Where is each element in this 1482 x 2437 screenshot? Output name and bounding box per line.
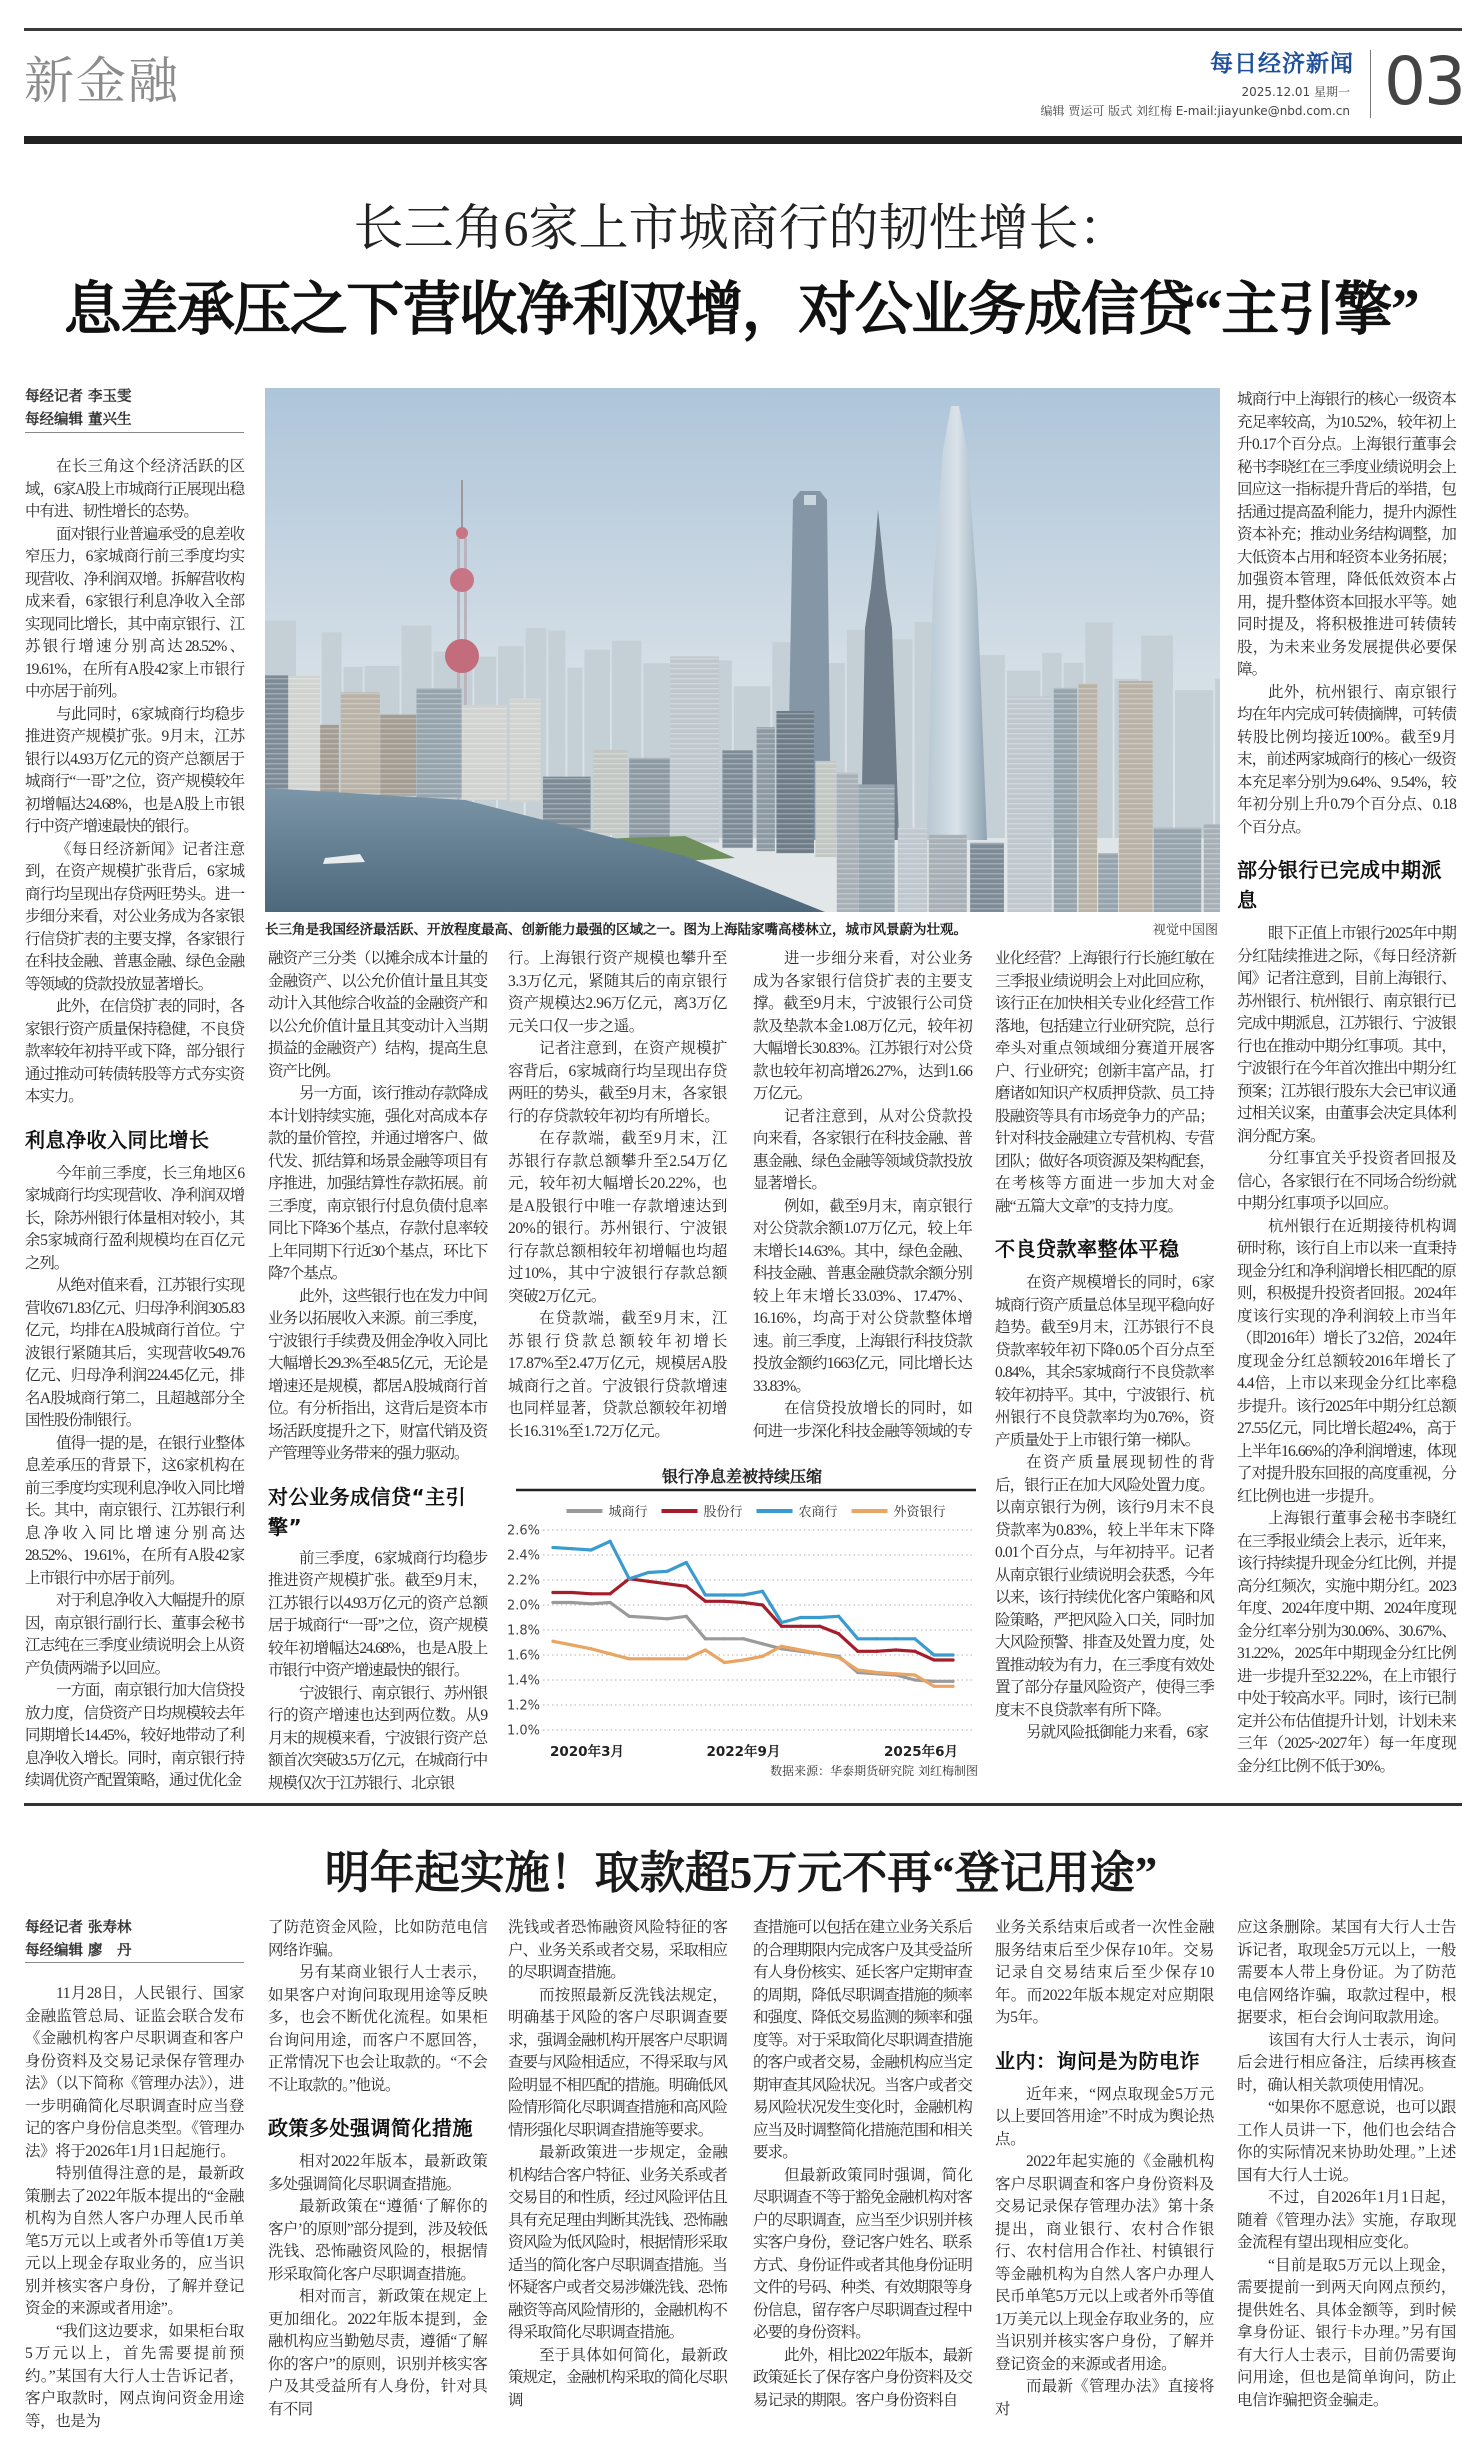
x-tick-label: 2022年9月 <box>706 1744 781 1760</box>
building-windows <box>1204 824 1220 912</box>
data-point <box>589 1602 592 1605</box>
data-point <box>951 1680 954 1683</box>
oriental-pearl-sphere <box>445 639 479 673</box>
article2-column-6 <box>1237 1917 1456 2412</box>
paragraph: 业化经营？上海银行行长施红敏在三季报业绩说明会上对此回应称，该行正在加快相关专业化经营工作落地，包括建立行业研究院，总行牵头对重点领域细分赛道开展客户、行业研究；创新丰富产品，打磨诸如知识产权质押贷款、员工持股融资等具有市场竞争力的产品；针对科技金融建立专营机构、专营团队；做好各项资源及架构配套，在考核等方面进一步加大对金融“五篇大文章”的支持力度。 <box>995 950 1215 1215</box>
data-point <box>932 1653 935 1656</box>
data-point <box>704 1637 707 1640</box>
paragraph: 最新政策在“遵循‘了解你的客户’的原则”部分提到，涉及较低洗钱、恐怖融资风险的，根据情形采取简化客户尽职调查措施。 <box>268 2198 487 2283</box>
data-point <box>799 1648 802 1651</box>
byline-reporter: 每经记者 李玉雯 <box>25 389 132 405</box>
data-point <box>799 1616 802 1619</box>
article1-headline-kicker: 长三角6家上市城商行的韧性增长： <box>353 200 1129 256</box>
paragraph: “目前是取5万元以上现金，需要提前一到两天向网点预约，提供姓名、具体金额等，到时候拿身份证、银行卡办理。”另有国有大行人士表示，目前仍需要询问用途，但也是简单询问，防止电信诈骗把资金骗走。 <box>1237 2256 1456 2409</box>
data-point <box>647 1657 650 1660</box>
paragraph: 与此同时，6家城商行均稳步推进资产规模扩张。9月末，江苏银行以4.93万亿元的资产总额居于城商行“一哥”之位，资产规模较年初增幅达24.68%，也是A股上市银行中资产增速最快的银行。 <box>25 705 244 835</box>
data-point <box>913 1673 916 1676</box>
article1-column-4 <box>753 948 972 1443</box>
data-point <box>799 1625 802 1628</box>
paragraph: 今年前三季度，长三角地区6家城商行均实现营收、净利润双增长，除苏州银行体量相对较小，其余5家城商行盈利规模均在百亿元之列。 <box>25 1164 244 1272</box>
legend-label: 城商行 <box>608 1505 648 1520</box>
building-windows <box>815 761 836 857</box>
data-point <box>913 1650 916 1653</box>
article1-column-5 <box>995 948 1214 1745</box>
building-windows <box>1154 828 1202 912</box>
paragraph: 记者注意到，从对公贷款投向来看，各家银行在科技金融、普惠金融、绿色金融等领域贷款投放显著增长。 <box>753 1107 973 1192</box>
data-point <box>609 1652 612 1655</box>
data-point <box>894 1672 897 1675</box>
building-windows <box>670 656 719 842</box>
paragraph: 业务关系结束后或者一次性金融服务结束后至少保存10年。交易记录自交易结束后至少保存10年。而2022年版本规定对应期限为5年。 <box>995 1919 1214 2026</box>
paragraph: 在贷款端，截至9月末，江苏银行贷款总额较年初增长17.87%至2.47万亿元，规模居A股城商行之首。宁波银行贷款增速也同样显著，贷款总额较年初增长16.31%至1.72万亿元。 <box>508 1310 727 1440</box>
series-line <box>553 1579 953 1660</box>
paragraph: 应这条删除。某国有大行人士告诉记者，取现金5万元以上，一般需要本人带上身份证。为了防范电信网络诈骗，取款过程中，根据要求，柜台会询问取款用途。 <box>1237 1919 1456 2026</box>
paragraph: 了防范资金风险，比如防范电信网络诈骗。 <box>268 1919 487 1959</box>
y-tick-label: 2.2% <box>506 1573 540 1589</box>
paragraph: 2022年起实施的《金融机构客户尽职调查和客户身份资料及交易记录保存管理办法》第十条提出，商业银行、农村合作银行、农村信用合作社、村镇银行等金融机构为自然人客户办理人民币单笔5万元以上或者外币等值1万美元以上现金存取业务的，应当识别并核实客户身份，了解并登记资金的来源或者用途。 <box>995 2153 1214 2373</box>
paragraph: 该国有大行人士表示，询问后会进行相应备注，后续再核查时，确认相关款项使用情况。 <box>1237 2031 1456 2094</box>
paragraph: 此外，在信贷扩表的同时，各家银行资产质量保持稳健，不良贷款率较年初持平或下降，部分银行通过推动可转债转股等方式夯实资本实力。 <box>25 998 244 1105</box>
building-windows <box>898 828 927 912</box>
data-point <box>704 1593 707 1596</box>
building-windows <box>929 835 967 912</box>
data-point <box>818 1616 821 1619</box>
article2-byline <box>25 1917 244 1963</box>
paragraph: 但最新政策同时强调，简化尽职调查不等于豁免金融机构对客户的尽职调查，应当至少识别并核实客户身份，登记客户姓名、联系方式、身份证件或者其他身份证明文件的号码、种类、有效期限等身份信息，留存客户尽职调查过程中必要的身份资料。 <box>753 2166 973 2341</box>
y-tick-label: 1.4% <box>506 1673 540 1689</box>
paragraph: 最新政策进一步规定，金融机构结合客户特征、业务关系或者交易目的和性质，经过风险评估且具有充足理由判断其洗钱、恐怖融资风险为低风险时，根据情形采取适当的简化客户尽职调查措施。当怀疑客户或者交易涉嫌洗钱、恐怖融资等高风险情形的，金融机构不得采取简化尽职调查措施。 <box>508 2144 728 2341</box>
building-windows <box>509 699 540 803</box>
editor-credits: 编辑 贾运可 版式 刘红梅 E-mail:jiayunke@nbd.com.cn <box>1040 104 1350 118</box>
paragraph: 另一方面，该行推动存款降成本计划持续实施，强化对高成本存款的量价管控，并通过增客户、做代发、抓结算和场景金融等项目有序推进，加强结算性存款拓展。前三季度，南京银行付息负债付息率同比下降36个基点，存款付息率较上年同期下行近30个基点，环比下降7个基点。 <box>268 1085 487 1282</box>
section-heading: 对公业务成信贷“主引擎” <box>268 1484 467 1539</box>
building-windows <box>1119 681 1153 912</box>
paragraph: 在资产规模增长的同时，6家城商行资产质量总体呈现平稳向好趋势。截至9月末，江苏银行不良贷款率较年初下降0.05个百分点至0.84%，其余5家城商行不良贷款率较年初持平。其中，宁波银行、杭州银行不良贷款率均为0.76%，资产质量处于上市银行第一梯队。 <box>995 1274 1215 1449</box>
header-thick-rule <box>24 136 1462 144</box>
paragraph: 上海银行董事会秘书李晓红在三季报业绩会上表示，近年来，该行持续提升现金分红比例，并提高分红频次，实施中期分红。2023年度、2024年度中期、2024年度现金分红率分别为30.06%、30.67%、31.22%，2025年中期现金分红比例进一步提升至32.22%，在上市银行中处于较高水平。同时，该行已制定并公布估值提升计划，计划未来三年（2025~2027年）每一年度现金分红比例不低于30%。 <box>1237 1510 1457 1775</box>
paragraph: 另就风险抵御能力来看，6家 <box>1026 1724 1209 1741</box>
data-point <box>742 1601 745 1604</box>
building-windows <box>265 675 288 789</box>
data-point <box>818 1652 821 1655</box>
data-point <box>647 1580 650 1583</box>
cityscape-photo-image <box>265 388 1220 912</box>
byline-editor: 每经编辑 廖 丹 <box>25 1943 132 1959</box>
data-point <box>609 1592 612 1595</box>
data-point <box>818 1625 821 1628</box>
distant-building <box>1215 679 1220 838</box>
paragraph: 洗钱或者恐怖融资风险特征的客户、业务关系或者交易，采取相应的尽职调查措施。 <box>508 1919 728 1981</box>
paragraph: 从绝对值来看，江苏银行实现营收671.83亿元、归母净利润305.83亿元，均排在A股城商行首位。宁波银行紧随其后，实现营收549.76亿元、归母净利润224.45亿元，排名A股城商行第二，且超越部分全国性股份制银行。 <box>25 1277 244 1429</box>
paragraph: 此外，这些银行也在发力中间业务以拓展收入来源。前三季度，宁波银行手续费及佣金净收入同比大幅增长29.3%至48.5亿元，无论是增速还是规模，都居A股城商行首位。有分析指出，这背后是资本市场活跃度提升之下，财富代销及资产管理等业务带来的强力驱动。 <box>268 1287 487 1462</box>
data-point <box>666 1582 669 1585</box>
building-windows <box>970 843 1004 912</box>
building-windows <box>320 725 339 793</box>
distant-building <box>1175 690 1213 838</box>
article1-byline <box>25 386 244 432</box>
byline-reporter: 每经记者 张寿林 <box>25 1920 132 1936</box>
section-title: 新金融 <box>24 52 180 110</box>
paragraph: “如果你不愿意说，也可以跟工作人员讲一下，他们也会结合你的实际情况来协助处理。”上述国有大行人士说。 <box>1237 2099 1456 2184</box>
data-point <box>704 1648 707 1651</box>
data-point <box>685 1657 688 1660</box>
world-financial-center-opening <box>804 495 816 505</box>
data-point <box>742 1658 745 1661</box>
data-point <box>932 1658 935 1661</box>
data-point <box>780 1625 783 1628</box>
building-windows <box>757 727 775 851</box>
data-point <box>570 1591 573 1594</box>
data-point <box>856 1650 859 1653</box>
building-windows <box>722 750 752 847</box>
data-point <box>570 1601 573 1604</box>
article1-column-3 <box>508 948 727 1443</box>
legend-label: 股份行 <box>703 1505 743 1520</box>
paragraph: 对于利息净收入大幅提升的原因，南京银行副行长、董事会秘书江志纯在三季度业绩说明会上从资产负债两端予以回应。 <box>25 1592 244 1677</box>
data-point <box>570 1643 573 1646</box>
building-windows <box>1007 696 1051 912</box>
article-separator-rule <box>24 1803 1462 1806</box>
y-tick-label: 1.6% <box>506 1648 540 1664</box>
paragraph: 相对而言，新政策在规定上更加细化。2022年版本提到，金融机构应当勤勉尽责，遵循“了解你的客户”的原则，识别并核实客户及其受益所有人身份，针对具有不同 <box>268 2288 487 2418</box>
legend-label: 外资银行 <box>893 1505 946 1520</box>
data-point <box>856 1637 859 1640</box>
data-point <box>837 1615 840 1618</box>
section-heading: 不良贷款率整体平稳 <box>995 1237 1180 1261</box>
data-point <box>589 1548 592 1551</box>
paragraph: 一方面，南京银行加大信贷投放力度，信贷资产日均规模较去年同期增长14.45%，较好地带动了利息净收入增长。同时，南京银行持续调优资产配置策略，通过优化金 <box>25 1682 244 1789</box>
oriental-pearl-sphere <box>450 568 474 592</box>
data-point <box>609 1540 612 1543</box>
data-point <box>951 1653 954 1656</box>
building-windows <box>1098 853 1118 912</box>
data-point <box>913 1637 916 1640</box>
data-point <box>570 1547 573 1550</box>
paragraph: 不过，自2026年1月1日起，随着《管理办法》实施，存取现金流程有望出现相应变化。 <box>1237 2189 1456 2251</box>
paragraph: 在资产质量展现韧性的背后，银行正在加大风险处置力度。以南京银行为例，该行9月末不良贷款率为0.83%，较上半年末下降0.01个百分点，与年初持平。记者从南京银行业绩说明会获悉，今年以来，该行持续优化客户策略和风险策略，严把风险入口关，同时加大风险预警、排查及处置力度，处置推动较为有力，在三季度有效处置了部分存量风险资产，使得三季度末不良贷款率有所下降。 <box>995 1454 1215 1719</box>
data-point <box>609 1601 612 1604</box>
paragraph: 眼下正值上市银行2025年中期分红陆续推进之际，《每日经济新闻》记者注意到，目前上海银行、苏州银行、杭州银行、南京银行已完成中期派息，江苏银行、宁波银行也在推动中期分红事项。其中，宁波银行在今年首次推出中期分红预案；江苏银行股东大会已审议通过相关议案，由董事会决定具体利润分配方案。 <box>1237 925 1457 1145</box>
data-point <box>894 1637 897 1640</box>
data-point <box>666 1570 669 1573</box>
building-windows <box>593 750 627 835</box>
chart-source: 数据来源：华泰期货研究院 刘红梅制图 <box>770 1764 978 1778</box>
article2-column-2 <box>268 1917 487 2421</box>
data-point <box>837 1656 840 1659</box>
data-point <box>685 1585 688 1588</box>
data-point <box>551 1640 554 1643</box>
data-point <box>723 1661 726 1664</box>
series-line <box>553 1641 953 1686</box>
y-tick-label: 2.6% <box>506 1523 540 1539</box>
paragraph: 至于具体如何简化，最新政策规定，金融机构采取的简化尽职调 <box>508 2346 728 2409</box>
article2-column-3 <box>508 1917 727 2412</box>
paragraph: 分红事宜关乎投资者回报及信心，各家银行在不同场合纷纷就中期分红事项予以回应。 <box>1237 1150 1457 1212</box>
byline-rule <box>25 432 244 433</box>
data-point <box>856 1668 859 1671</box>
paragraph: 特别值得注意的是，最新政策删去了2022年版本提出的“金融机构为自然人客户办理人民币单笔5万元以上或者外币等值1万美元以上现金存取业务的，应当识别并核实客户身份，了解并登记资金的来源或者用途”。 <box>25 2165 244 2317</box>
page-number: 03 <box>1384 43 1464 120</box>
article2-column-4 <box>753 1917 972 2412</box>
header-top-rule <box>24 28 1462 31</box>
paragraph: 行。上海银行资产规模也攀升至3.3万亿元，紧随其后的南京银行资产规模达2.96万亿元，离3万亿元关口仅一步之遥。 <box>508 950 727 1035</box>
issue-date: 2025.12.01 星期一 <box>1241 85 1350 99</box>
data-point <box>589 1647 592 1650</box>
data-point <box>913 1678 916 1681</box>
data-point <box>666 1657 669 1660</box>
paragraph: 值得一提的是，在银行业整体息差承压的背景下，这6家机构在前三季度均实现利息净收入同比增长。其中，南京银行、江苏银行利息净收入同比增速分别高达28.52%、19.61%，在所有A股42家上市银行中亦居于前列。 <box>25 1434 244 1587</box>
building-windows <box>341 692 380 793</box>
article2-column-5 <box>995 1917 1214 2421</box>
data-point <box>894 1648 897 1651</box>
paragraph: 近年来，“网点取现金5万元以上要回答用途”不时成为舆论热点。 <box>995 2085 1214 2148</box>
y-tick-label: 1.8% <box>506 1623 540 1639</box>
data-point <box>875 1671 878 1674</box>
paragraph: 在长三角这个经济活跃的区域，6家A股上市城商行正展现出稳中有进、韧性增长的态势。 <box>25 458 244 520</box>
paragraph: 而按照最新反洗钱法规定，明确基于风险的客户尽职调查要求，强调金融机构开展客户尽职调查要与风险相适应，不得采取与风险明显不相匹配的措施。明确低风险情形简化尽职调查措施和高风险情形强化尽职调查措施等要求。 <box>508 1986 728 2139</box>
data-point <box>723 1593 726 1596</box>
newspaper-logo: 每日经济新闻 <box>1210 51 1354 77</box>
data-point <box>761 1590 764 1593</box>
paragraph: 查措施可以包括在建立业务关系后的合理期限内完成客户及其受益所有人身份核实、延长客户定期审查的周期，降低尽职调查措施的频率和强度、降低交易监测的频率和强度等。对于采取简化尽职调查措施的客户或者交易，金融机构应当定期审查其风险状况。当客户或者交易风险状况发生变化时，金融机构应当及时调整简化措施范围和相关要求。 <box>753 1919 973 2161</box>
data-point <box>551 1601 554 1604</box>
paragraph: 记者注意到，在资产规模扩容背后，6家城商行均呈现出存贷两旺的势头，截至9月末，各家银行的存贷款较年初均有所增长。 <box>508 1040 727 1125</box>
building-windows <box>288 676 320 791</box>
article2-column-1 <box>25 1983 244 2433</box>
data-point <box>666 1617 669 1620</box>
paragraph: 在信贷投放增长的同时，如何进一步深化科技金融等领域的专 <box>753 1400 973 1440</box>
building-windows <box>776 711 814 853</box>
chart-plot <box>506 1450 978 1785</box>
x-tick-label: 2020年3月 <box>550 1744 624 1760</box>
building-windows <box>837 773 858 912</box>
article1-column-6 <box>1237 389 1456 1778</box>
paragraph: 面对银行业普遍承受的息差收窄压力，6家城商行前三季度均实现营收、净利润双增。拆解营收构成来看，6家银行利息净收入全部实现同比增长，其中南京银行、江苏银行增速分别高达28.52%、19.61%，在所有A股42家上市银行中亦居于前列。 <box>25 525 244 700</box>
paragraph: 进一步细分来看，对公业务成为各家银行信贷扩表的主要支撑。截至9月末，宁波银行公司贷款及垫款本金1.08万亿元，较年初大幅增长30.83%。江苏银行对公贷款也较年初高增26.27%，达到1.66万亿元。 <box>753 950 972 1102</box>
paragraph: 此外，相比2022年版本，最新政策延长了保存客户身份资料及交易记录的期限。客户身份资料自 <box>753 2346 973 2409</box>
building-windows <box>1078 684 1097 912</box>
series-line <box>553 1541 953 1655</box>
cityscape-photo <box>265 388 1220 912</box>
y-tick-label: 2.4% <box>506 1548 540 1564</box>
paragraph: 此外，杭州银行、南京银行均在年内完成可转债摘牌，可转债转股比例均接近100%。截至9月末，前述两家城商行的核心一级资本充足率分别为9.64%、9.54%，较年初分别上升0.79个百分点、0.18个百分点。 <box>1237 683 1457 836</box>
data-point <box>761 1655 764 1658</box>
data-point <box>628 1657 631 1660</box>
data-point <box>628 1615 631 1618</box>
paragraph: 11月28日，人民银行、国家金融监管总局、证监会联合发布《金融机构客户尽职调查和客户身份资料及交易记录保存管理办法》（以下简称《管理办法》），进一步明确简化尽职调查时应当登记的客户身份信息类型。《管理办法》将于2026年1月1日起施行。 <box>25 1985 244 2160</box>
data-point <box>932 1685 935 1688</box>
paragraph: 例如，截至9月末，南京银行对公贷款余额1.07万亿元，较上年末增长14.63%。其中，绿色金融、科技金融、普惠金融贷款余额分别较上年末增长33.03%、17.47%、16.16%，均高于对公贷款整体增速。前三季度，上海银行科技贷款投放金额约1663亿元，同比增长达33.83%。 <box>753 1197 973 1395</box>
building-windows <box>1054 688 1077 912</box>
nim-line-chart <box>506 1450 978 1785</box>
paragraph: 融资产三分类（以摊余成本计量的金融资产、以公允价值计量且其变动计入其他综合收益的金融资产和以公允价值计量且其变动计入当期损益的金融资产）结构，提高生息资产比例。 <box>268 950 487 1080</box>
paragraph: 宁波银行、南京银行、苏州银行的资产增速也达到两位数。从9月末的规模来看，宁波银行资产总额首次突破3.5万亿元，在城商行中规模仅次于江苏银行、北京银 <box>268 1684 487 1792</box>
data-point <box>837 1632 840 1635</box>
paragraph: 杭州银行在近期接待机构调研时称，该行自上市以来一直秉持现金分红和净利润增长相匹配的原则，积极提升投资者回报。2024年度该行实现的净利润较上市当年（即2016年）增长了3.2倍，2024年度现金分红总额较2016年增长了4.4倍，上市以来现金分红比率稳步提升。该行2025年中期分红总额27.55亿元，同比增长超24%，高于上半年16.66%的净利润增速，体现了对提升股东回报的高度重视，分红比例也进一步提升。 <box>1237 1217 1457 1505</box>
photo-caption: 长三角是我国经济最活跃、开放程度最高、创新能力最强的区域之一。图为上海陆家嘴高楼林立，城市风景蔚为壮观。 <box>265 922 967 938</box>
article1-column-2 <box>268 948 487 1795</box>
article1-column-1 <box>25 456 244 1793</box>
section-heading: 业内：询问是为防电诈 <box>995 2048 1200 2073</box>
paragraph: 而最新《管理办法》直接将对 <box>995 2378 1214 2418</box>
series-line <box>553 1603 953 1682</box>
paragraph: 前三季度，6家城商行均稳步推进资产规模扩张。截至9月末，江苏银行以4.93万亿元的资产总额居于城商行“一哥”之位，资产规模较年初增幅达24.68%，也是A股上市银行中资产增速最快的银行。 <box>268 1549 487 1679</box>
article2-headline: 明年起实施！取款超5万元不再“登记用途” <box>324 1848 1158 1898</box>
building-windows <box>416 688 461 797</box>
data-point <box>628 1577 631 1580</box>
data-point <box>685 1561 688 1564</box>
data-point <box>742 1637 745 1640</box>
data-point <box>704 1600 707 1603</box>
data-point <box>742 1593 745 1596</box>
data-point <box>761 1642 764 1645</box>
article1-headline: 息差承压之下营收净利双增，对公业务成信贷“主引擎” <box>63 277 1419 342</box>
data-point <box>551 1591 554 1594</box>
section-heading: 政策多处强调简化措施 <box>268 2116 473 2140</box>
building-windows <box>858 784 894 912</box>
byline-editor: 每经编辑 董兴生 <box>25 412 132 428</box>
legend-label: 农商行 <box>798 1505 838 1520</box>
paragraph: 城商行中上海银行的核心一级资本充足率较高，为10.52%，较年初上升0.17个百分点。上海银行董事会秘书李晓红在三季度业绩说明会上回应这一指标提升背后的举措，包括通过提高盈利能力，提升内源性资本补充；推动业务结构调整，加大低资本占用和轻资本业务拓展；加强资本管理，降低低效资本占用，提升整体资本回报水平等。她同时提及，将积极推进可转债转股，为未来业务发展提供必要保障。 <box>1237 391 1457 678</box>
oriental-pearl-sphere <box>456 527 468 539</box>
data-point <box>647 1571 650 1574</box>
data-point <box>685 1615 688 1618</box>
photo-credit: 视觉中国图 <box>1152 922 1218 937</box>
data-point <box>951 1658 954 1661</box>
paragraph: 相对2022年版本，最新政策多处强调简化尽职调查措施。 <box>268 2153 487 2193</box>
building-windows <box>462 705 507 800</box>
data-point <box>723 1637 726 1640</box>
data-point <box>780 1621 783 1624</box>
y-tick-label: 2.0% <box>506 1598 540 1614</box>
y-tick-label: 1.0% <box>506 1723 540 1739</box>
section-heading: 利息净收入同比增长 <box>25 1127 210 1152</box>
header-divider <box>1370 50 1371 118</box>
chart-title: 银行净息差被持续压缩 <box>661 1467 822 1486</box>
paragraph: “我们这边要求，如果柜台取5万元以上，首先需要提前预约。”某国有大行人士告诉记者，客户取款时，网点询问资金用途等，也是为 <box>25 2322 244 2430</box>
data-point <box>875 1650 878 1653</box>
byline-rule <box>25 1962 244 1963</box>
building-windows <box>380 715 416 796</box>
section-heading: 部分银行已完成中期派息 <box>1237 858 1442 912</box>
data-point <box>875 1637 878 1640</box>
y-tick-label: 1.2% <box>506 1698 540 1714</box>
data-point <box>551 1546 554 1549</box>
paragraph: 《每日经济新闻》记者注意到，在资产规模扩张背后，6家城商行均呈现出存贷两旺势头。进一步细分来看，对公业务成为各家银行信贷扩表的主要支撑，各家银行在科技金融、普惠金融、绿色金融等领域的贷款投放显著增长。 <box>25 840 244 993</box>
data-point <box>723 1600 726 1603</box>
building-windows <box>629 758 669 839</box>
data-point <box>951 1685 954 1688</box>
paragraph: 另有某商业银行人士表示，如果客户对询问取现用途等反映多，也会不断优化流程。如果柜台询问用途，而客户不愿回答，正常情况下也会让取款的。“不会不让取款的。”他说。 <box>268 1964 487 2094</box>
data-point <box>761 1603 764 1606</box>
data-point <box>932 1680 935 1683</box>
x-tick-label: 2025年6月 <box>884 1744 958 1760</box>
data-point <box>589 1592 592 1595</box>
data-point <box>780 1645 783 1648</box>
data-point <box>647 1616 650 1619</box>
paragraph: 在存款端，截至9月末，江苏银行存款总额攀升至2.54万亿元，较年初大幅增长20.22%，也是A股银行中唯一存款增速达到20%的银行。苏州银行、宁波银行存款总额相较年初增幅也均超过10%，其中宁波银行存款总额突破2万亿元。 <box>508 1130 727 1305</box>
